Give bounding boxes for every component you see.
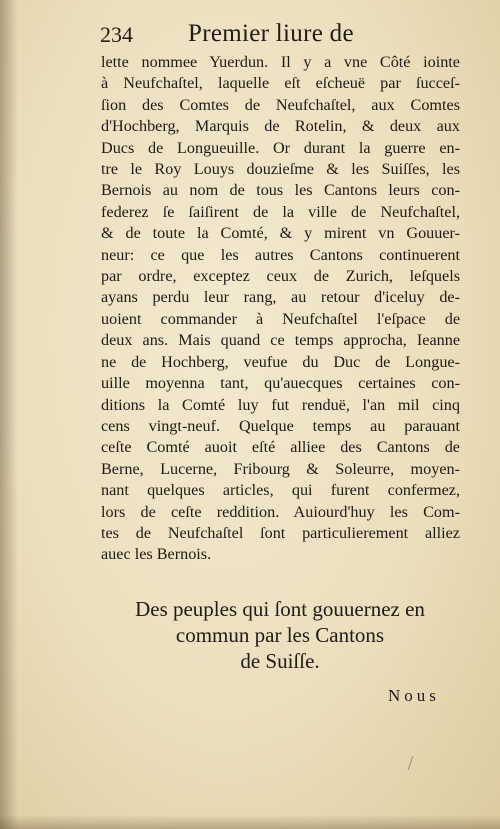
text-line: ayans perdu leur rang, au retour d'iceluy de- <box>101 288 460 307</box>
section-title <box>100 596 460 674</box>
text-line: lette nommee Yuerdun. Il y a vne Côté iointe <box>101 53 460 71</box>
text-line: ne de Hochberg, veufue du Duc de Longue- <box>101 352 460 371</box>
text-line: à Neufchaſtel, laquelle eſt eſcheuë par ſucceſ- <box>101 74 460 93</box>
section-title-line: Des peuples qui ſont gouuernez en <box>135 597 425 621</box>
text-line: deux ans. Mais quand ce temps approcha, Ieanne <box>101 331 460 350</box>
text-line: auec les Bernois. <box>101 545 212 564</box>
page-header <box>100 20 460 52</box>
text-line: cens vingt-neuf. Quelque temps au parauant <box>101 416 460 435</box>
gutter-shadow <box>0 0 18 829</box>
text-line: ditions la Comté luy fut renduë, l'an mil cinq <box>101 395 460 414</box>
text-line: neur: ce que les autres Cantons continuerent <box>101 245 460 264</box>
text-line: par ordre, exceptez ceux de Zurich, leſquels <box>101 267 460 286</box>
text-line: Bernois au nom de tous les Cantons leurs con- <box>101 181 460 200</box>
text-line: federez ſe ſaiſirent de la ville de Neufchaſtel, <box>101 202 460 221</box>
text-line: ſion des Comtes de Neufchaſtel, aux Comtes <box>101 95 460 114</box>
text-line: ceſte Comté auoit eſté alliee des Cantons de <box>101 438 460 457</box>
text-line: Berne, Lucerne, Fribourg & Soleurre, moyen- <box>101 459 460 478</box>
text-line: tes de Neufchaſtel ſont particulierement alliez <box>101 523 460 542</box>
body-text <box>101 52 460 566</box>
bottom-edge-shadow <box>0 815 500 829</box>
text-line: uoient commander à Neufchaſtel l'eſpace de <box>101 309 460 328</box>
text-line: lors de ceſte reddition. Auiourd'huy les Com- <box>101 502 460 521</box>
pencil-mark <box>408 756 413 770</box>
text-line: Ducs de Longueuille. Or durant la guerre en- <box>101 138 460 157</box>
catchword: Nous <box>388 686 440 705</box>
section-title-line: commun par les Cantons <box>175 623 385 647</box>
section-title-line: de Suiſſe. <box>240 649 320 673</box>
page-number: 234 <box>100 22 133 47</box>
text-line: uille moyenna tant, qu'auecques certaines con- <box>101 374 460 393</box>
text-line: tre le Roy Louys douzieſme & les Suiſſes, les <box>101 160 460 179</box>
text-line: & de toute la Comté, & y mirent vn Gouuer- <box>101 224 460 243</box>
running-head: Premier liure de <box>188 20 354 47</box>
text-line: nant quelques articles, qui furent confermez, <box>101 481 460 500</box>
text-line: d'Hochberg, Marquis de Rotelin, & deux aux <box>101 117 460 136</box>
